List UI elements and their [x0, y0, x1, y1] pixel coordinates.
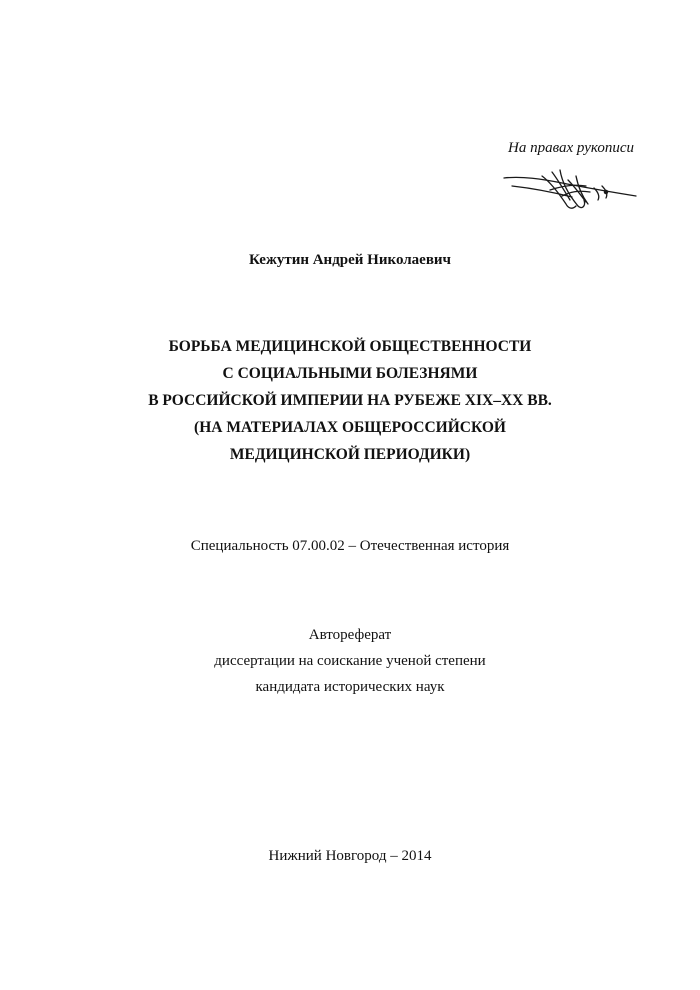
handwritten-signature: [502, 166, 638, 214]
abstract-line: кандидата исторических наук: [255, 679, 445, 695]
abstract-description: [0, 622, 700, 700]
abstract-line: диссертации на соискание ученой степени: [214, 653, 486, 669]
abstract-line: Автореферат: [308, 627, 392, 643]
dissertation-title: [0, 333, 700, 468]
specialty-line: Специальность 07.00.02 – Отечественная история: [190, 538, 510, 554]
title-line: В РОССИЙСКОЙ ИМПЕРИИ НА РУБЕЖЕ XIX–XX ВВ.: [148, 392, 552, 409]
place-and-year: Нижний Новгород – 2014: [268, 848, 432, 864]
title-line: (НА МАТЕРИАЛАХ ОБЩЕРОССИЙСКОЙ: [194, 419, 506, 436]
title-line: БОРЬБА МЕДИЦИНСКОЙ ОБЩЕСТВЕННОСТИ: [168, 338, 532, 355]
title-line: С СОЦИАЛЬНЫМИ БОЛЕЗНЯМИ: [222, 365, 478, 382]
rights-note: На правах рукописи: [508, 140, 634, 156]
author-name: Кежутин Андрей Николаевич: [248, 252, 452, 268]
title-line: МЕДИЦИНСКОЙ ПЕРИОДИКИ): [229, 446, 471, 463]
